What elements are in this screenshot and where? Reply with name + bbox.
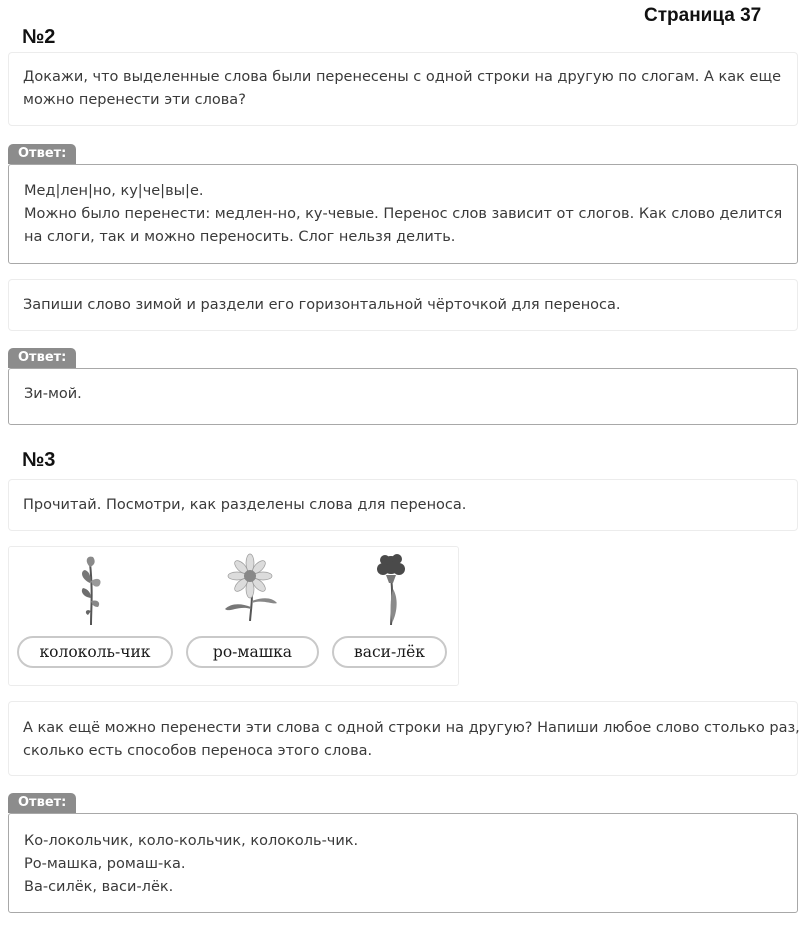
task-text-line: Прочитай. Посмотри, как разделены слова для переноса. [23,497,467,513]
answer-text-line: Можно было перенести: медлен-но, ку-чевые. Перенос слов зависит от слогов. Как слово делится [24,206,783,222]
answer-text-line: Ва-силёк, васи-лёк. [24,879,174,895]
task-number-3: №3 [22,449,56,471]
cornflower-icon [371,553,411,625]
task-text-line: сколько есть способов переноса этого слова. [23,743,373,759]
answer-tab: Ответ: [8,793,76,813]
answer-text-line: Зи-мой. [24,386,82,402]
bellflower-icon [71,553,111,625]
answer-box [8,164,798,264]
task-text-line: Докажи, что выделенные слова были перенесены с одной строки на другую по слогам. А как еще [23,69,782,85]
answer-text-line: на слоги, так и можно переносить. Слог нельзя делить. [24,229,456,245]
answer-box [8,813,798,913]
task-3-question [8,479,798,531]
chamomile-icon [217,553,283,621]
word-cards-illustration [8,546,459,686]
answer-tab: Ответ: [8,348,76,368]
answer-tab: Ответ: [8,144,76,164]
page-number-label: Страница 37 [644,5,762,26]
answer-text-line: Ро-машка, ромаш-ка. [24,856,186,872]
task-2-subquestion [8,279,798,331]
task-text-line: Запиши слово зимой и раздели его горизонтальной чёрточкой для переноса. [23,297,621,313]
task-2-question [8,52,798,126]
task-text-line: можно перенести эти слова? [23,92,246,108]
word-card-bellflower: колоколь-чик [17,636,173,668]
answer-text-line: Ко-локольчик, коло-кольчик, колоколь-чик. [24,833,359,849]
word-card-chamomile: ро-машка [186,636,319,668]
answer-text-line: Мед|лен|но, ку|че|вы|е. [24,183,204,199]
answer-box [8,368,798,425]
task-text-line: А как ещё можно перенести эти слова с одной строки на другую? Напиши любое слово столько раз, [23,720,800,736]
task-number-2: №2 [22,26,56,48]
task-3-subquestion [8,701,798,776]
word-card-cornflower: васи-лёк [332,636,447,668]
